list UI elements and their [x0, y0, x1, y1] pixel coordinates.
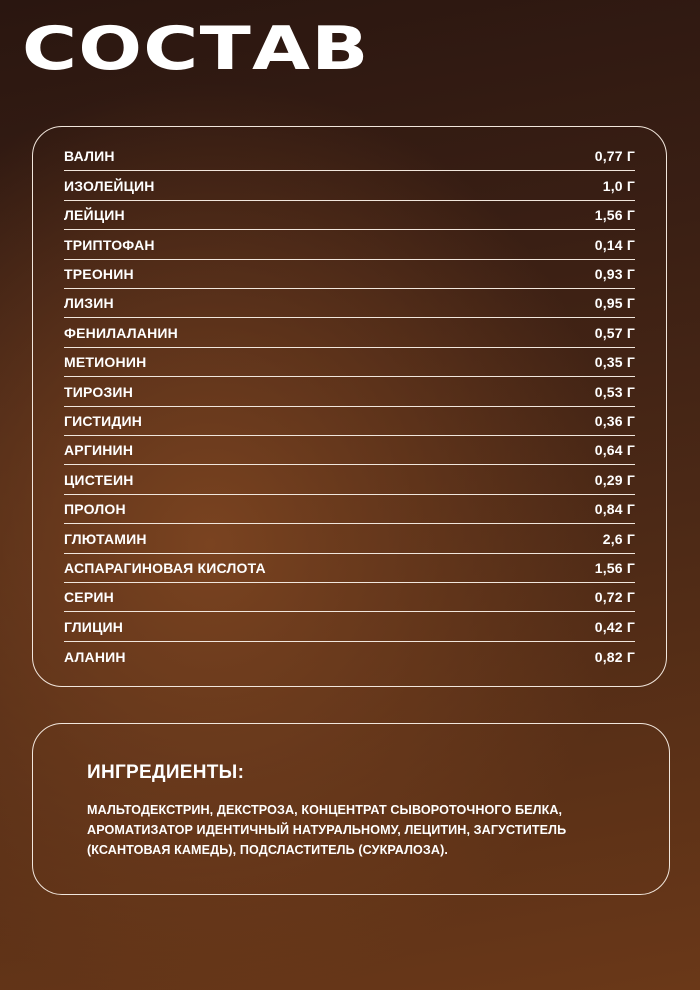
amino-acid-name: АЛАНИН [64, 649, 126, 666]
amino-acid-name: МЕТИОНИН [64, 354, 147, 371]
composition-row [64, 201, 635, 230]
amino-acid-name: ТРИПТОФАН [64, 236, 155, 253]
amino-acid-name: ГИСТИДИН [64, 412, 143, 429]
composition-row [64, 524, 635, 553]
composition-row [64, 612, 635, 641]
amino-acid-name: ТИРОЗИН [64, 383, 134, 400]
composition-row [64, 495, 635, 524]
amino-acid-amount: 0,57 Г [594, 324, 635, 341]
amino-acid-name: ИЗОЛЕЙЦИН [64, 177, 155, 194]
composition-row [64, 377, 635, 406]
composition-row [64, 465, 635, 494]
amino-acid-amount: 0,64 Г [594, 442, 635, 459]
amino-acid-amount: 0,53 Г [594, 383, 635, 400]
amino-acid-amount: 0,42 Г [594, 618, 635, 635]
amino-acid-name: СЕРИН [64, 589, 114, 606]
amino-acid-amount: 0,14 Г [594, 236, 635, 253]
amino-acid-amount: 0,36 Г [594, 412, 635, 429]
composition-row [64, 260, 635, 289]
amino-acid-amount: 1,0 Г [602, 177, 635, 194]
composition-row [64, 318, 635, 347]
amino-acid-amount: 0,95 Г [594, 295, 635, 312]
composition-row [64, 230, 635, 259]
amino-acid-amount: 0,77 Г [594, 148, 635, 165]
composition-row [64, 583, 635, 612]
ingredients-heading: ИНГРЕДИЕНТЫ: [87, 762, 245, 783]
amino-acid-name: АРГИНИН [64, 442, 134, 459]
amino-acid-amount: 2,6 Г [602, 530, 635, 547]
amino-acid-amount: 0,93 Г [594, 265, 635, 282]
composition-row [64, 171, 635, 200]
composition-row [64, 436, 635, 465]
amino-acid-name: ФЕНИЛАЛАНИН [64, 324, 178, 341]
amino-acid-name: ЛИЗИН [64, 295, 114, 312]
amino-acid-name: ВАЛИН [64, 148, 115, 165]
amino-acid-name: ГЛЮТАМИН [64, 530, 147, 547]
amino-acid-amount: 0,82 Г [594, 649, 635, 666]
composition-row [64, 554, 635, 583]
amino-acid-amount: 1,56 Г [594, 559, 635, 576]
ingredients-text: МАЛЬТОДЕКСТРИН, ДЕКСТРОЗА, КОНЦЕНТРАТ СЫВОРОТОЧНОГО БЕЛКА, АРОМАТИЗАТОР ИДЕНТИЧНЫЙ НАТУРАЛЬНОМУ, ЛЕЦИТИН, ЗАГУСТИТЕЛЬ (КСАНТОВАЯ КАМЕДЬ), ПОДСЛАСТИТЕЛЬ (СУКРАЛОЗА). [87, 803, 567, 857]
composition-row [64, 642, 635, 671]
composition-row [64, 289, 635, 318]
amino-acid-name: ПРОЛОН [64, 501, 126, 518]
composition-row [64, 407, 635, 436]
amino-acid-name: АСПАРАГИНОВАЯ КИСЛОТА [64, 559, 266, 576]
amino-acid-amount: 0,72 Г [594, 589, 635, 606]
amino-acid-amount: 1,56 Г [594, 207, 635, 224]
composition-row [64, 348, 635, 377]
amino-acid-name: ЦИСТЕИН [64, 471, 134, 488]
page-title: СОСТАВ [22, 14, 370, 84]
composition-row [64, 142, 635, 171]
amino-acid-amount: 0,35 Г [594, 354, 635, 371]
amino-acid-amount: 0,29 Г [594, 471, 635, 488]
amino-acid-name: ТРЕОНИН [64, 265, 134, 282]
amino-acid-amount: 0,84 Г [594, 501, 635, 518]
amino-acid-name: ГЛИЦИН [64, 618, 124, 635]
amino-acid-name: ЛЕЙЦИН [64, 207, 125, 224]
